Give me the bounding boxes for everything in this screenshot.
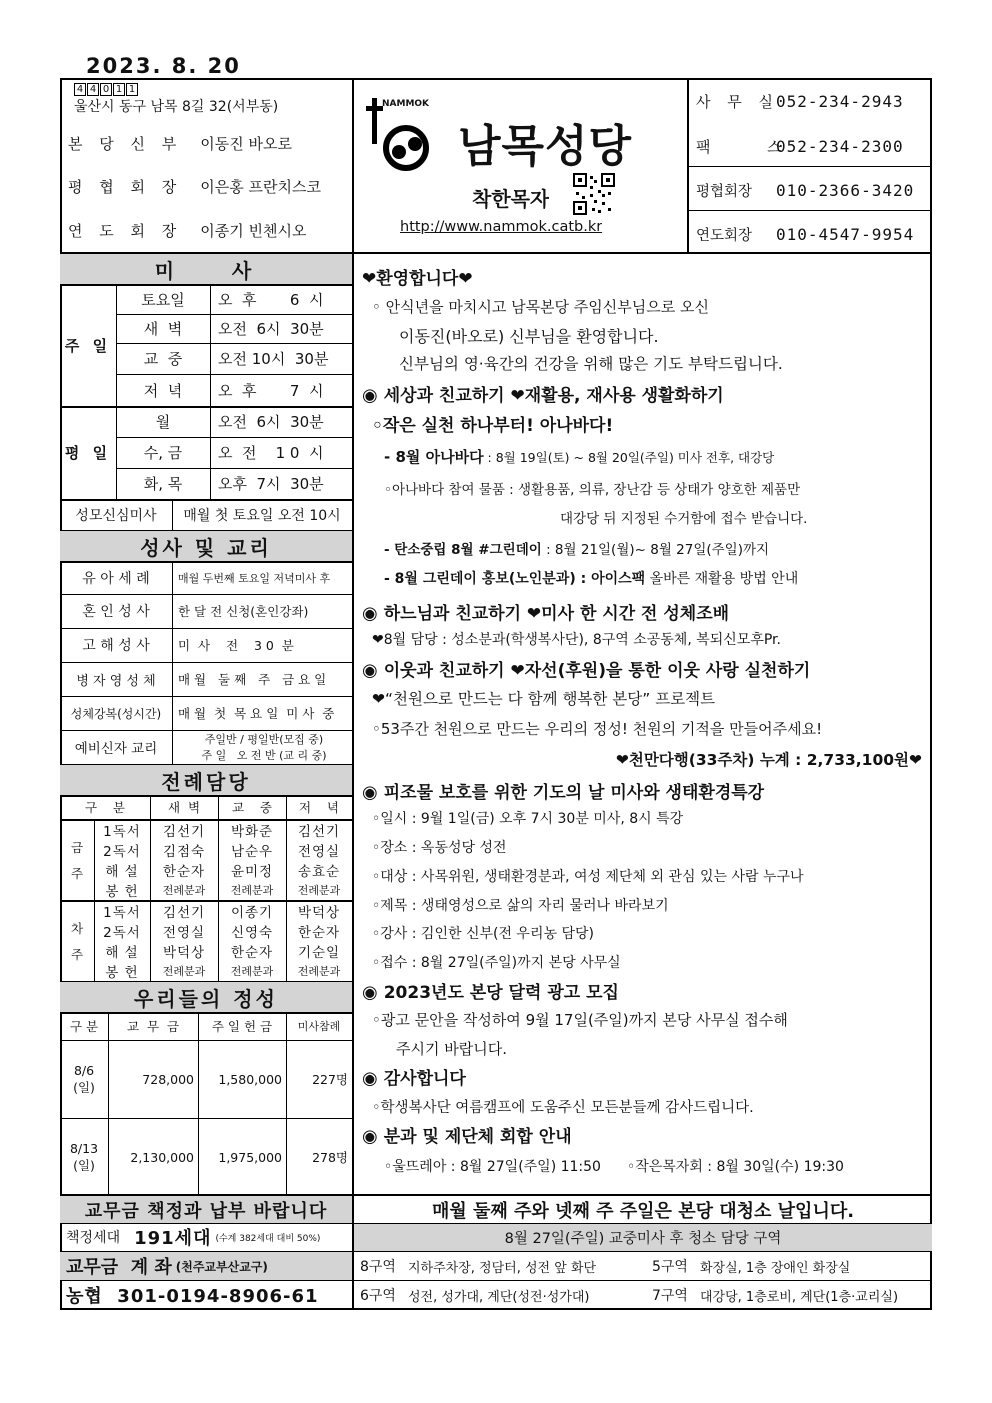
adoration-line: ❤8월 담당 : 성소분과(학생복사단), 8구역 소공동체, 복되신모후Pr.	[372, 632, 781, 648]
marian-mass-label: 성모신심미사	[75, 507, 157, 524]
liturgy-reader: 박화준	[230, 824, 274, 840]
liturgy-role: 봉 헌	[105, 965, 139, 981]
offering-title: 우리들의 정성	[60, 982, 352, 1012]
sacrament-value: 한 달 전 신청(혼인강좌)	[178, 604, 309, 619]
address: 울산시 동구 남목 8길 32(서부동)	[74, 99, 279, 115]
cleaning-area: 6구역 성전, 성가대, 계단(성전·성가대)	[360, 1288, 590, 1305]
postal-code: 4 4 0 1 1	[74, 81, 139, 97]
mass-time: 오 후 6 시	[218, 290, 324, 309]
mass-title: 미 사	[60, 254, 352, 284]
liturgy-title: 전례담당	[60, 765, 352, 795]
cleaning-area: 8구역 지하주차장, 정담터, 성전 앞 화단	[360, 1259, 597, 1276]
creation-line: ◦장소 : 옥동성당 성전	[372, 840, 507, 856]
sacrament-label: 유 아 세 례	[82, 570, 150, 587]
liturgy-reader: 한순자	[297, 925, 341, 941]
mass-day: 월	[155, 413, 171, 431]
mass-time: 오전 6시 30분	[218, 320, 324, 338]
welcome-line: ◦ 안식년을 마치시고 남목본당 주임신부님으로 오신	[372, 298, 709, 316]
offering-attendance: 278명	[312, 1150, 348, 1165]
offering-collection: 1,975,000	[218, 1149, 282, 1165]
mass-day: 토요일	[141, 290, 185, 309]
liturgy-role: 1독서	[103, 824, 141, 840]
sacrament-label: 혼 인 성 사	[82, 604, 150, 620]
offering-date: 8/13 (일)	[69, 1140, 99, 1173]
sacrament-value: 매월 두번째 토요일 저녁미사 후	[178, 571, 331, 585]
liturgy-role: 해 설	[105, 945, 139, 961]
liturgy-reader: 한순자	[230, 945, 274, 961]
recycling-sub: ◦작은 실천 하나부터! 아나바다!	[372, 416, 614, 436]
mass-time: 오 후 7 시	[218, 381, 324, 400]
cleaning-area: 5구역 화장실, 1층 장애인 화장실	[652, 1259, 851, 1276]
sacrament-label: 성체강복(성시간)	[70, 706, 162, 721]
liturgy-group-label: 차 주	[70, 920, 84, 962]
offering-date: 8/6 (일)	[73, 1062, 95, 1095]
section-creation-title: ◉ 피조물 보호를 위한 기도의 날 미사와 생태환경특강	[362, 782, 765, 803]
church-name: 남목성당	[458, 121, 633, 170]
mass-day: 화, 목	[143, 475, 183, 493]
liturgy-role: 2독서	[103, 844, 141, 860]
calendar-line: ◦광고 문안을 작성하여 9월 17일(주일)까지 본당 사무실 접수해	[372, 1011, 788, 1029]
offering-col-header: 구 분	[69, 1019, 99, 1034]
fax-row: 팩 스 052-234-2300	[696, 136, 904, 156]
account-number: 농협 301-0194-8906-61	[66, 1286, 319, 1307]
welcome-line: 신부님의 영·육간의 건강을 위해 많은 기도 부탁드립니다.	[399, 355, 783, 373]
liturgy-reader: 윤미정	[230, 864, 274, 880]
offering-attendance: 227명	[312, 1072, 348, 1087]
liturgy-reader: 전영실	[297, 844, 341, 860]
mass-time: 오전 10시 30분	[218, 350, 329, 368]
creation-line: ◦강사 : 김인한 신부(전 우리농 담당)	[372, 926, 594, 942]
liturgy-reader: 전례분과	[230, 965, 274, 978]
meetings-line: ◦울뜨레아 : 8월 27일(주일) 11:50 ◦작은목자회 : 8월 30일(수) 19:30	[384, 1159, 844, 1175]
sacrament-value: 매 월 첫 목 요 일 미 사 중	[178, 706, 335, 721]
liturgy-role: 봉 헌	[105, 884, 139, 900]
cleaning-area: 7구역 대강당, 1층로비, 계단(1층·교리실)	[652, 1288, 899, 1305]
logo-small-text: NAMMOK	[382, 99, 430, 109]
liturgy-reader: 전례분과	[162, 965, 206, 978]
mass-time: 오 전 1 0 시	[218, 444, 324, 462]
liturgy-reader: 김선기	[162, 824, 206, 840]
charity-line: ◦53주간 천원으로 만드는 우리의 정성! 천원의 기적을 만들어주세요!	[372, 720, 823, 738]
mass-day: 새 벽	[143, 320, 183, 338]
liturgy-role: 1독서	[103, 905, 141, 921]
sacrament-value: 매 월 둘 째 주 금 요 일	[178, 672, 327, 687]
council-chair-row: 평 협 회 장 이은홍 프란치스코	[68, 177, 321, 196]
recycling-line: ◦아나바다 참여 물품 : 생활용품, 의류, 장난감 등 상태가 양호한 제품만	[384, 482, 801, 498]
liturgy-reader: 박덕상	[162, 945, 206, 961]
liturgy-reader: 전례분과	[297, 965, 341, 978]
liturgy-col-header: 구 분	[84, 800, 126, 815]
mass-time: 오전 6시 30분	[218, 413, 324, 431]
creation-line: ◦일시 : 9월 1일(금) 오후 7시 30분 미사, 8시 특강	[372, 811, 684, 827]
households-row: 책정세대 191세대 (수계 382세대 대비 50%)	[66, 1228, 321, 1249]
liturgy-reader: 신영숙	[230, 925, 274, 941]
sunday-label: 주 일	[64, 336, 112, 355]
sacrament-value-2: 주 일 오 전 반 (교 리 중)	[201, 749, 327, 762]
header	[60, 78, 932, 254]
offering-tithe: 2,130,000	[130, 1149, 194, 1165]
liturgy-reader: 남순우	[230, 844, 274, 860]
offering-col-header: 미사참례	[297, 1020, 341, 1033]
offering-collection: 1,580,000	[218, 1071, 282, 1087]
tithe-title: 교무금 책정과 납부 바랍니다	[60, 1196, 352, 1223]
weekday-label: 평 일	[64, 444, 112, 462]
left-column	[60, 254, 352, 1196]
qr-code-icon	[572, 172, 616, 216]
liturgy-reader: 전례분과	[230, 884, 274, 897]
liturgy-reader: 김선기	[297, 824, 341, 840]
website-link[interactable]: http://www.nammok.catb.kr	[400, 219, 603, 235]
cleaning-title: 매월 둘째 주와 넷째 주 주일은 본당 대청소 날입니다.	[431, 1200, 855, 1222]
mass-day: 교 중	[143, 350, 183, 368]
liturgy-reader: 전례분과	[162, 884, 206, 897]
sacrament-label: 고 해 성 사	[82, 638, 150, 654]
liturgy-reader: 박덕상	[297, 905, 341, 921]
liturgy-group-label: 금 주	[70, 839, 84, 881]
council-phone-row: 평협회장 010-2366-3420	[696, 180, 915, 200]
section-recycling-title: ◉ 세상과 친교하기 ❤재활용, 재사용 생활화하기	[362, 385, 724, 406]
mass-day: 수, 금	[143, 444, 183, 462]
mass-day: 저 녁	[143, 381, 183, 400]
bulletin-date: 2023. 8. 20	[86, 54, 241, 78]
account-title: 교무금 계 좌 (천주교부산교구)	[60, 1252, 352, 1280]
offering-col-header: 교 무 금	[126, 1019, 180, 1034]
liturgy-reader: 기순일	[297, 945, 341, 961]
section-thanks-title: ◉ 감사합니다	[362, 1068, 466, 1089]
creation-line: ◦대상 : 사목위원, 생태환경분과, 여성 제단체 외 관심 있는 사람 누구나	[372, 869, 804, 885]
prayer-chair-row: 연 도 회 장 이종기 빈첸시오	[68, 221, 307, 240]
recycling-line: 대강당 뒤 지정된 수거함에 접수 받습니다.	[560, 511, 808, 527]
prayer-phone-row: 연도회장 010-4547-9954	[696, 224, 915, 244]
welcome-line: 이동진(바오로) 신부님을 환영합니다.	[399, 327, 659, 346]
liturgy-col-header: 교 중	[231, 800, 273, 815]
office-phone-row: 사 무 실 052-234-2943	[696, 91, 904, 111]
offering-col-header: 주 일 헌 금	[211, 1019, 273, 1034]
recycling-line: - 8월 아나바다 : 8월 19일(토) ~ 8월 20일(주일) 미사 전후, 대강당	[384, 448, 775, 466]
liturgy-reader: 전영실	[162, 925, 206, 941]
recycling-line: - 탄소중립 8월 #그린데이 : 8월 21일(월)~ 8월 27일(주일)까지	[384, 542, 770, 558]
liturgy-reader: 한순자	[162, 864, 206, 880]
calendar-line: 주시기 바랍니다.	[396, 1040, 507, 1058]
sacrament-value: 주일반 / 평일반(모집 중)	[204, 733, 324, 746]
charity-line: ❤“천원으로 만드는 다 함께 행복한 본당” 프로젝트	[372, 690, 716, 708]
offering-tithe: 728,000	[142, 1071, 194, 1087]
section-charity-title: ◉ 이웃과 친교하기 ❤자선(후원)을 통한 이웃 사랑 실천하기	[362, 660, 811, 681]
liturgy-reader: 이종기	[230, 905, 274, 921]
motto: 착한목자	[472, 186, 550, 211]
charity-total: ❤천만다행(33주차) 누계 : 2,733,100원❤	[615, 751, 922, 769]
cleaning-sub: 8월 27일(주일) 교중미사 후 청소 담당 구역	[354, 1224, 932, 1251]
liturgy-col-header: 새 벽	[167, 800, 201, 815]
sacrament-value: 미 사 전 3 0 분	[178, 638, 294, 653]
creation-line: ◦접수 : 8월 27일(주일)까지 본당 사무실	[372, 955, 621, 971]
liturgy-reader: 송효순	[297, 864, 341, 880]
section-meetings-title: ◉ 분과 및 제단체 회합 안내	[362, 1126, 572, 1147]
sacrament-label: 예비신자 교리	[74, 741, 158, 757]
thanks-line: ◦학생복사단 여름캠프에 도움주신 모든분들께 감사드립니다.	[372, 1100, 754, 1116]
liturgy-col-header: 저 녁	[298, 800, 340, 815]
liturgy-reader: 김선기	[162, 905, 206, 921]
pastor-row: 본 당 신 부 이동진 바오로	[68, 134, 292, 153]
mass-time: 오후 7시 30분	[218, 475, 324, 493]
liturgy-reader: 김점숙	[162, 844, 206, 860]
sacraments-title: 성사 및 교리	[60, 531, 352, 561]
sacrament-label: 병 자 영 성 체	[76, 673, 156, 689]
recycling-line: - 8월 그린데이 홍보(노인분과) : 아이스팩 올바른 재활용 방법 안내	[384, 571, 799, 587]
section-calendar-title: ◉ 2023년도 본당 달력 광고 모집	[362, 982, 619, 1003]
footer	[60, 1194, 932, 1310]
liturgy-reader: 전례분과	[297, 884, 341, 897]
liturgy-role: 해 설	[105, 864, 139, 880]
creation-line: ◦제목 : 생태영성으로 삶의 자리 물러나 바라보기	[372, 898, 669, 914]
liturgy-role: 2독서	[103, 925, 141, 941]
section-adoration-title: ◉ 하느님과 친교하기 ❤미사 한 시간 전 성체조배	[362, 603, 730, 624]
welcome-title: ❤환영합니다❤	[362, 269, 473, 289]
marian-mass-value: 매월 첫 토요일 오전 10시	[183, 507, 341, 524]
